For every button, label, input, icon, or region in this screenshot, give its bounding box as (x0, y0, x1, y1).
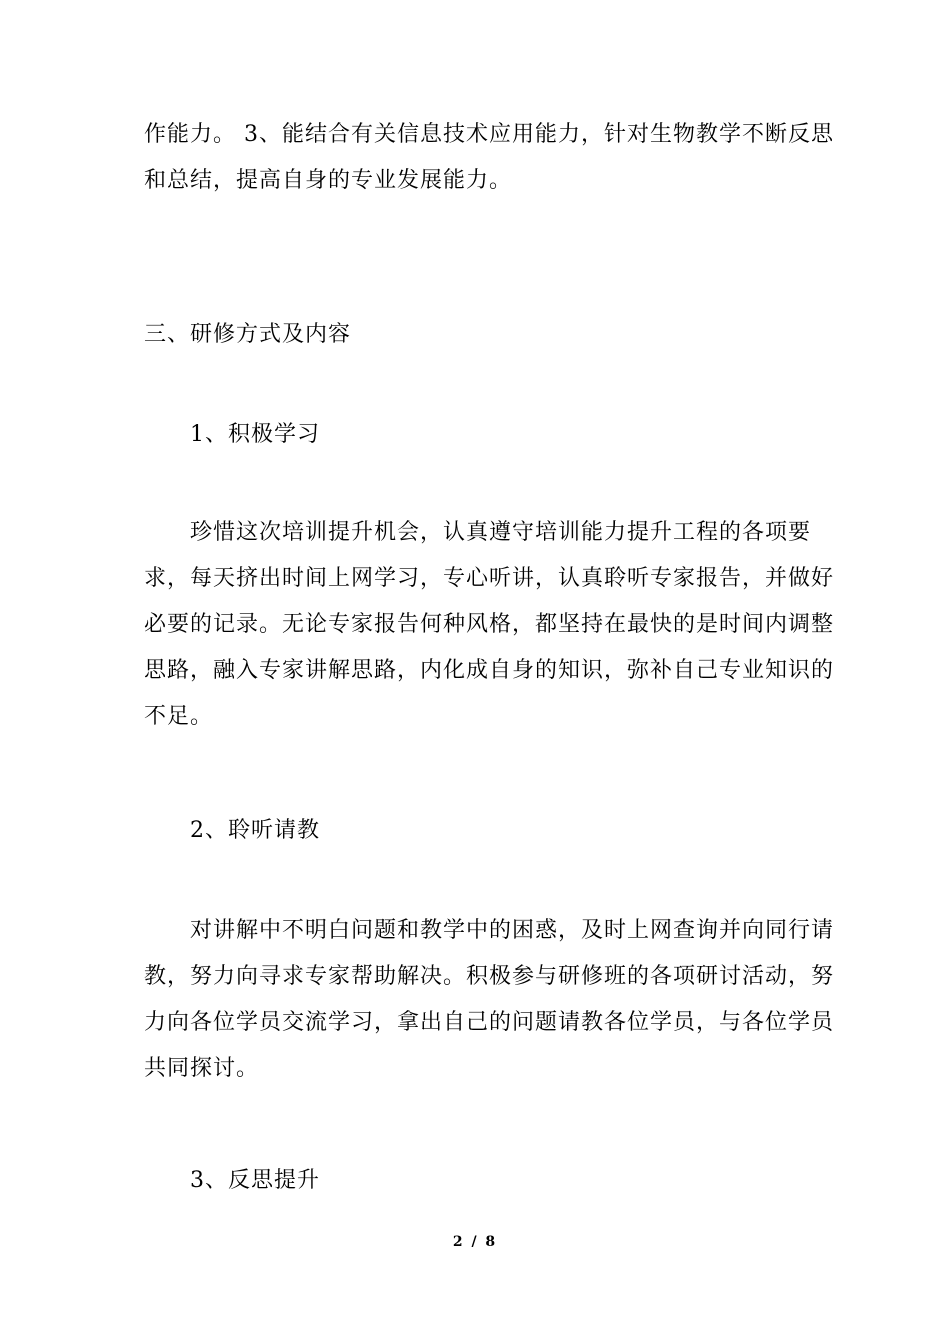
text-line: 对讲解中不明白问题和教学中的困惑，及时上网查询并向同行请 (190, 918, 835, 943)
section-heading: 三、研修方式及内容 (144, 322, 352, 347)
text-line: 教，努力向寻求专家帮助解决。积极参与研修班的各项研讨活动，努 (144, 964, 835, 989)
text-line: 和总结，提高自身的专业发展能力。 (144, 168, 513, 193)
text-line: 共同探讨。 (144, 1056, 260, 1081)
subsection-heading-1: 1、积极学习 (190, 422, 320, 447)
text-line: 求，每天挤出时间上网学习，专心听讲，认真聆听专家报告，并做好 (144, 566, 835, 591)
text-line: 不足。 (144, 704, 214, 729)
subsection-heading-2: 2、聆听请教 (190, 818, 320, 843)
page-number: 2 / 8 (452, 1234, 498, 1250)
paragraph-top (144, 112, 834, 204)
paragraph-consult (144, 908, 835, 1092)
text-line: 作能力。 3、能结合有关信息技术应用能力，针对生物教学不断反思 (144, 122, 834, 147)
text-line: 珍惜这次培训提升机会，认真遵守培训能力提升工程的各项要 (190, 520, 812, 545)
text-line: 力向各位学员交流学习，拿出自己的问题请教各位学员，与各位学员 (144, 1010, 835, 1035)
text-line: 必要的记录。无论专家报告何种风格，都坚持在最快的是时间内调整 (144, 612, 835, 637)
subsection-heading-3: 3、反思提升 (190, 1168, 320, 1193)
text-line: 思路，融入专家讲解思路，内化成自身的知识，弥补自己专业知识的 (144, 658, 835, 683)
paragraph-study (144, 510, 835, 740)
